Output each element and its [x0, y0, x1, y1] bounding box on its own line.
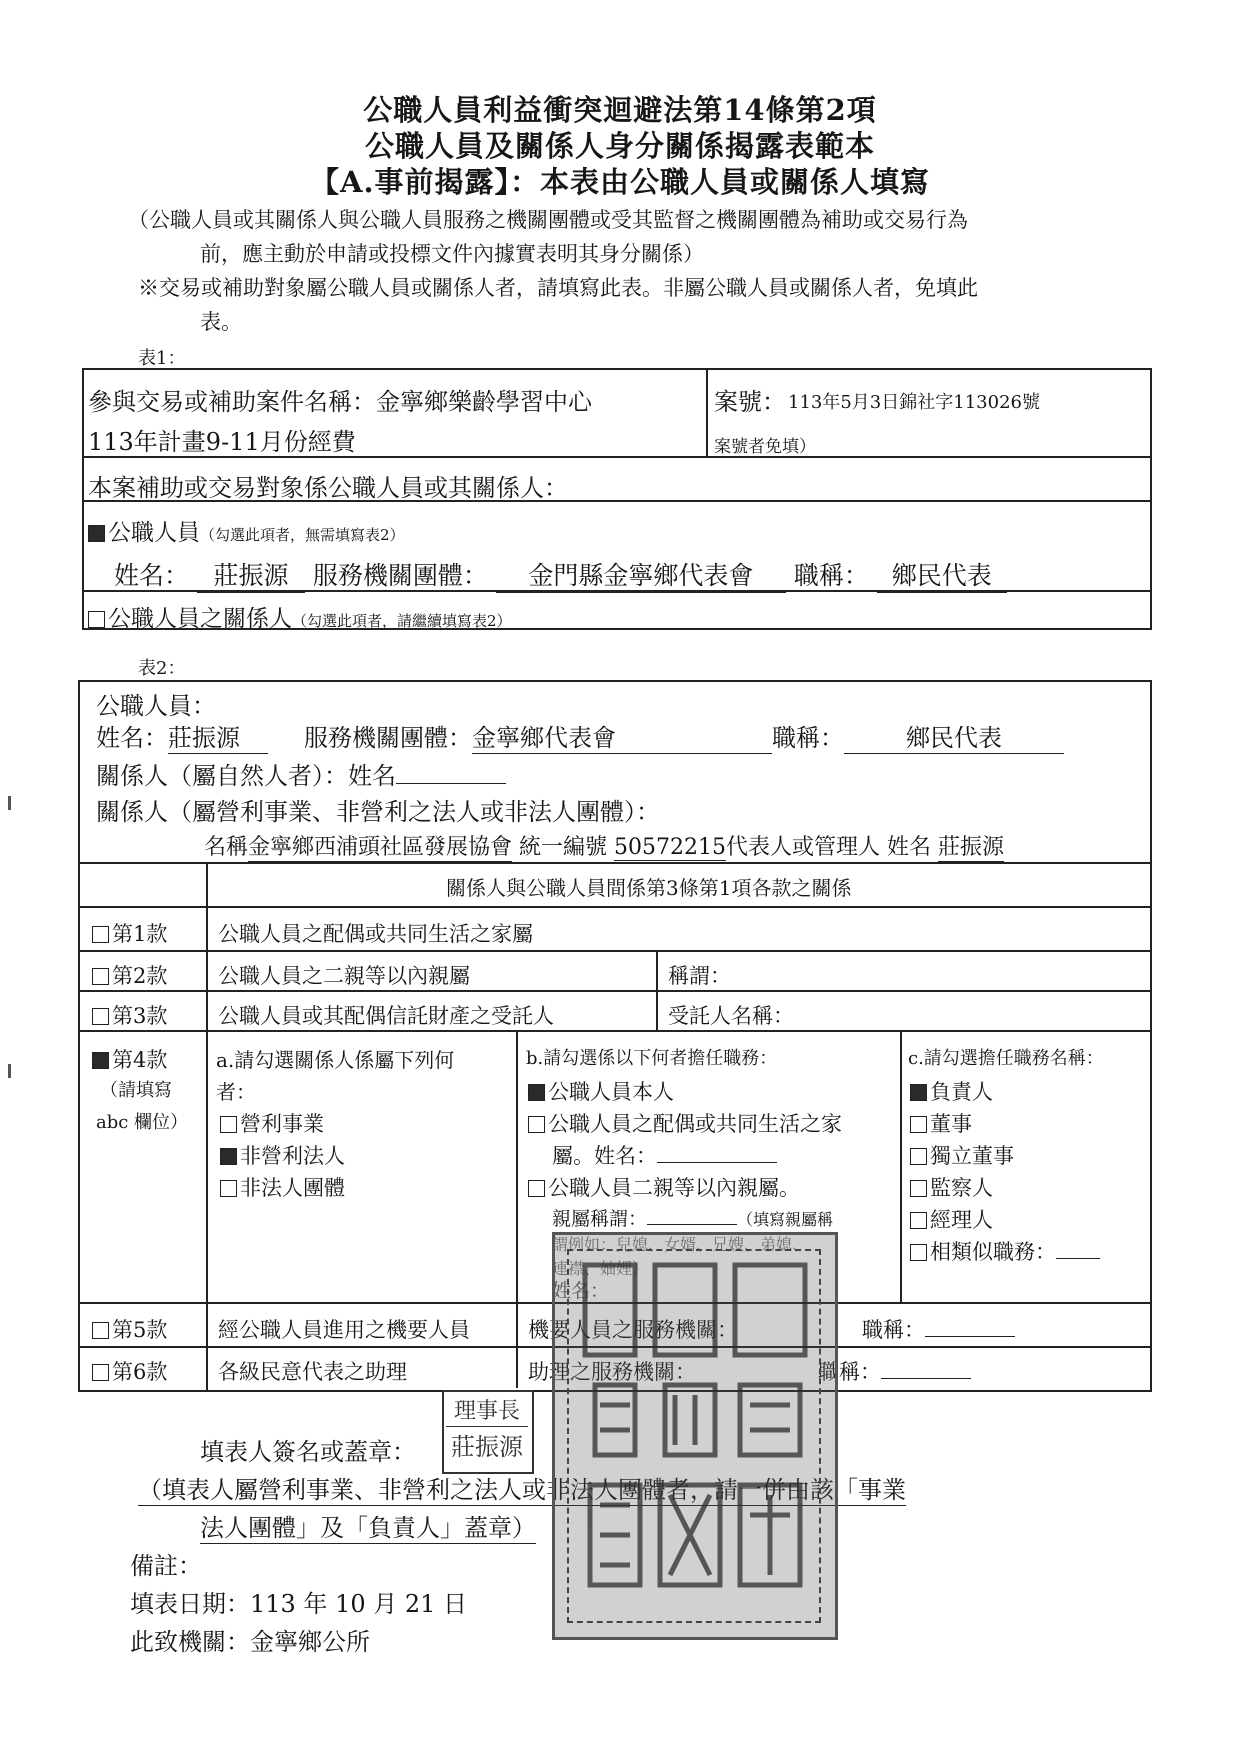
t2-official-label: 公職人員：: [96, 692, 216, 720]
b-title: b.請勾選係以下何者擔任職務：: [526, 1048, 778, 1069]
b-opt-3-kinship-note: （填寫親屬稱: [737, 1210, 834, 1229]
row4-item-label: 第4款: [112, 1048, 168, 1072]
instruction-note-2: 前，應主動於申請或投標文件內據實表明其身分關係）: [200, 242, 704, 266]
row5-item-label: 第5款: [112, 1318, 168, 1342]
a-opt-2-label: 非法人團體: [240, 1176, 345, 1200]
a-opt-1-label: 非營利法人: [240, 1144, 345, 1168]
b-opt-1-label: 公職人員本人: [548, 1080, 674, 1104]
row6-title: [818, 1356, 971, 1386]
row5-desc: 經公職人員進用之機要人員: [218, 1318, 470, 1342]
official-checkbox[interactable]: [88, 525, 105, 542]
rel-org-rep-label: 代表人或管理人 姓名: [726, 835, 932, 860]
c-opt-1: [910, 1108, 972, 1138]
c-opt-5: [910, 1236, 1100, 1266]
row5-title-field[interactable]: [925, 1336, 1015, 1337]
t2-name-label: 姓名：: [96, 724, 168, 752]
rel-org-detail: [204, 830, 1004, 862]
b-opt-2-name: [552, 1140, 777, 1170]
b-opt-3-name: 姓名：: [552, 1280, 610, 1302]
official-title-value: 鄉民代表: [877, 556, 1007, 593]
seal-name: 莊振源: [446, 1426, 528, 1467]
a-title-2: 者：: [216, 1080, 256, 1104]
form-title-line2: 公職人員及關係人身分關係揭露表範本: [364, 129, 875, 163]
item2-checkbox[interactable]: [92, 968, 109, 985]
b-opt-2: [528, 1108, 842, 1138]
a-title-1: a.請勾選關係人係屬下列何: [216, 1048, 455, 1072]
official-name-value: 莊振源: [197, 556, 305, 593]
row2-desc: 公職人員之二親等以內親屬: [218, 964, 470, 988]
b-opt-3-note-d: 謂例如：兒媳、女婿、兄嫂、弟媳、: [552, 1235, 809, 1254]
b-opt-3: [528, 1172, 800, 1202]
rel-natural-row: [96, 756, 506, 791]
row6-org: 助理之服務機關：: [528, 1360, 696, 1384]
instruction-note-3: ※交易或補助對象屬公職人員或關係人者，請填寫此表。非屬公職人員或關係人者，免填此: [138, 276, 978, 300]
a-opt-2-checkbox[interactable]: [220, 1180, 237, 1197]
c-opt-4: [910, 1204, 993, 1234]
sign-label: 填表人簽名或蓋章：: [200, 1438, 416, 1466]
chairman-seal: [442, 1390, 534, 1474]
b-opt-3-kinship-label: 親屬稱謂：: [552, 1208, 648, 1230]
b-opt-2-name-label: 屬。姓名：: [552, 1144, 657, 1168]
t2-org-value: 金寧鄉代表會: [472, 718, 772, 754]
row2-extra: 稱謂：: [668, 964, 731, 988]
b-opt-3-note-e: 連襟、妯娌）: [552, 1259, 649, 1278]
c-opt-3-checkbox[interactable]: [910, 1180, 927, 1197]
rel-natural-name-field[interactable]: [396, 783, 506, 784]
row1-item: [92, 918, 167, 948]
case-name-line2: 113年計畫9-11月份經費: [88, 428, 356, 456]
row6-desc: 各級民意代表之助理: [218, 1360, 407, 1384]
c-title: c.請勾選擔任職務名稱：: [908, 1048, 1104, 1069]
c-opt-4-checkbox[interactable]: [910, 1212, 927, 1229]
rel-natural-label: 關係人（屬自然人者）：姓名: [96, 762, 396, 790]
c-opt-5-checkbox[interactable]: [910, 1244, 927, 1261]
b-opt-3-checkbox[interactable]: [528, 1180, 545, 1197]
official-org-value: 金門縣金寧鄉代表會: [496, 556, 786, 593]
item1-checkbox[interactable]: [92, 926, 109, 943]
c-opt-1-checkbox[interactable]: [910, 1116, 927, 1133]
rel-org-rep: 莊振源: [938, 830, 1004, 862]
t2-official-info: [96, 718, 1064, 754]
row5-org: 機要人員之服務機關：: [528, 1318, 738, 1342]
row4-note2: abc 欄位）: [96, 1112, 189, 1133]
item6-checkbox[interactable]: [92, 1364, 109, 1381]
official-org-label: 服務機關團體：: [312, 561, 488, 590]
b-opt-1-checkbox[interactable]: [528, 1084, 545, 1101]
b-opt-3-kinship: [552, 1204, 833, 1231]
b-opt-2-name-field[interactable]: [657, 1162, 777, 1163]
official-title-label: 職稱：: [793, 561, 869, 590]
form-title-line3: 【A.事前揭露】：本表由公職人員或關係人填寫: [309, 165, 931, 199]
row2-item: [92, 960, 167, 990]
c-opt-2: [910, 1140, 1014, 1170]
fill-date: 填表日期：113 年 10 月 21 日: [130, 1590, 468, 1618]
case-no-label: 案號：: [714, 388, 786, 416]
a-opt-1: [220, 1140, 345, 1170]
opt-official-row: [88, 514, 405, 547]
row3-item: [92, 1000, 167, 1030]
official-organization-stamp: [552, 1232, 838, 1640]
case-name-label: 參與交易或補助案件名稱：金寧鄉樂齡學習中心: [88, 388, 592, 416]
t2-title-label: 職稱：: [772, 724, 844, 752]
c-opt-4-label: 經理人: [930, 1208, 993, 1232]
row6-title-field[interactable]: [881, 1378, 971, 1379]
a-opt-1-checkbox[interactable]: [220, 1148, 237, 1165]
row3-desc: 公職人員或其配偶信託財產之受託人: [218, 1004, 554, 1028]
item5-checkbox[interactable]: [92, 1322, 109, 1339]
row5-item: [92, 1314, 167, 1344]
table1-label: 表1：: [138, 348, 186, 369]
t2-title-value: 鄉民代表: [844, 718, 1064, 754]
case-no-note: 案號者免填）: [714, 437, 816, 457]
item4-checkbox[interactable]: [92, 1052, 109, 1069]
c-opt-0-label: 負責人: [930, 1080, 993, 1104]
c-opt-2-label: 獨立董事: [930, 1144, 1014, 1168]
rel-org-label: 關係人（屬營利事業、非營利之法人或非法人團體）：: [96, 798, 660, 826]
row2-item-label: 第2款: [112, 964, 168, 988]
row3-extra: 受託人名稱：: [668, 1004, 794, 1028]
b-opt-1: [528, 1076, 674, 1106]
footer-note-2: [200, 1508, 536, 1544]
rel-org-name-label: 名稱: [204, 835, 249, 860]
b-opt-3-kinship-field[interactable]: [647, 1224, 737, 1225]
row6-title-label: 職稱：: [818, 1360, 881, 1384]
t2-org-label: 服務機關團體：: [304, 724, 472, 752]
opt-official-note: （勾選此項者，無需填寫表2）: [200, 526, 405, 544]
c-opt-2-checkbox[interactable]: [910, 1148, 927, 1165]
c-opt-3-label: 監察人: [930, 1176, 993, 1200]
a-opt-0-label: 營利事業: [240, 1112, 324, 1136]
case-no-value: 113年5月3日錦社字113026號: [788, 392, 1040, 413]
row3-item-label: 第3款: [112, 1004, 168, 1028]
remark-label: 備註：: [130, 1552, 202, 1580]
rel-org-name: 金寧鄉西浦頭社區發展協會: [248, 830, 512, 862]
official-info-row: [114, 556, 1007, 593]
b-opt-2-checkbox[interactable]: [528, 1116, 545, 1133]
c-opt-5-label: 相類似職務：: [930, 1240, 1056, 1264]
relation-header: 關係人與公職人員間係第3條第1項各款之關係: [446, 876, 852, 900]
row6-item: [92, 1356, 167, 1386]
instruction-note-4: 表。: [200, 310, 242, 334]
rel-org-id: 50572215: [614, 835, 727, 860]
table2-label: 表2：: [138, 658, 186, 679]
c-opt-0-checkbox[interactable]: [910, 1084, 927, 1101]
c-opt-1-label: 董事: [930, 1112, 972, 1136]
c-opt-5-field[interactable]: [1056, 1258, 1100, 1259]
c-opt-3: [910, 1172, 993, 1202]
instruction-note-1: （公職人員或其關係人與公職人員服務之機關團體或受其監督之機關團體為補助或交易行為: [128, 208, 968, 232]
row5-title: [862, 1314, 1015, 1344]
opt-relative-label: 公職人員之關係人: [108, 606, 292, 632]
rel-org-id-label: 統一編號: [512, 835, 615, 860]
row4-item: [92, 1044, 167, 1074]
row1-item-label: 第1款: [112, 922, 168, 946]
footer-note-1-text: （填表人屬營利事業、非營利之法人或非法人團體者，請一併由該「事業: [138, 1470, 906, 1506]
footer-note-2-text: 法人團體」及「負責人」蓋章）: [200, 1508, 536, 1544]
c-opt-0: [910, 1076, 993, 1106]
b-opt-3-label: 公職人員二親等以內親屬。: [548, 1176, 800, 1200]
a-opt-2: [220, 1172, 345, 1202]
relative-checkbox[interactable]: [88, 611, 105, 628]
stamp-pattern: [555, 1235, 835, 1637]
addressee: 此致機關：金寧鄉公所: [130, 1628, 370, 1656]
row6-item-label: 第6款: [112, 1360, 168, 1384]
opt-relative-row: [88, 600, 512, 633]
t2-name-value: 莊振源: [168, 718, 268, 754]
row1-desc: 公職人員之配偶或共同生活之家屬: [218, 922, 533, 946]
opt-official-label: 公職人員: [108, 520, 200, 546]
opt-relative-note: （勾選此項者，請繼續填寫表2）: [292, 612, 512, 630]
a-opt-0-checkbox[interactable]: [220, 1116, 237, 1133]
official-name-label: 姓名：: [114, 561, 190, 590]
row4-note1: （請填寫: [100, 1080, 172, 1101]
seal-title: 理事長: [453, 1399, 520, 1424]
item3-checkbox[interactable]: [92, 1008, 109, 1025]
a-opt-0: [220, 1108, 324, 1138]
form-title-line1: 公職人員利益衝突迴避法第14條第2項: [363, 93, 877, 127]
row5-title-label: 職稱：: [862, 1318, 925, 1342]
b-opt-2-label: 公職人員之配偶或共同生活之家: [548, 1112, 842, 1136]
target-label: 本案補助或交易對象係公職人員或其關係人：: [88, 474, 568, 502]
